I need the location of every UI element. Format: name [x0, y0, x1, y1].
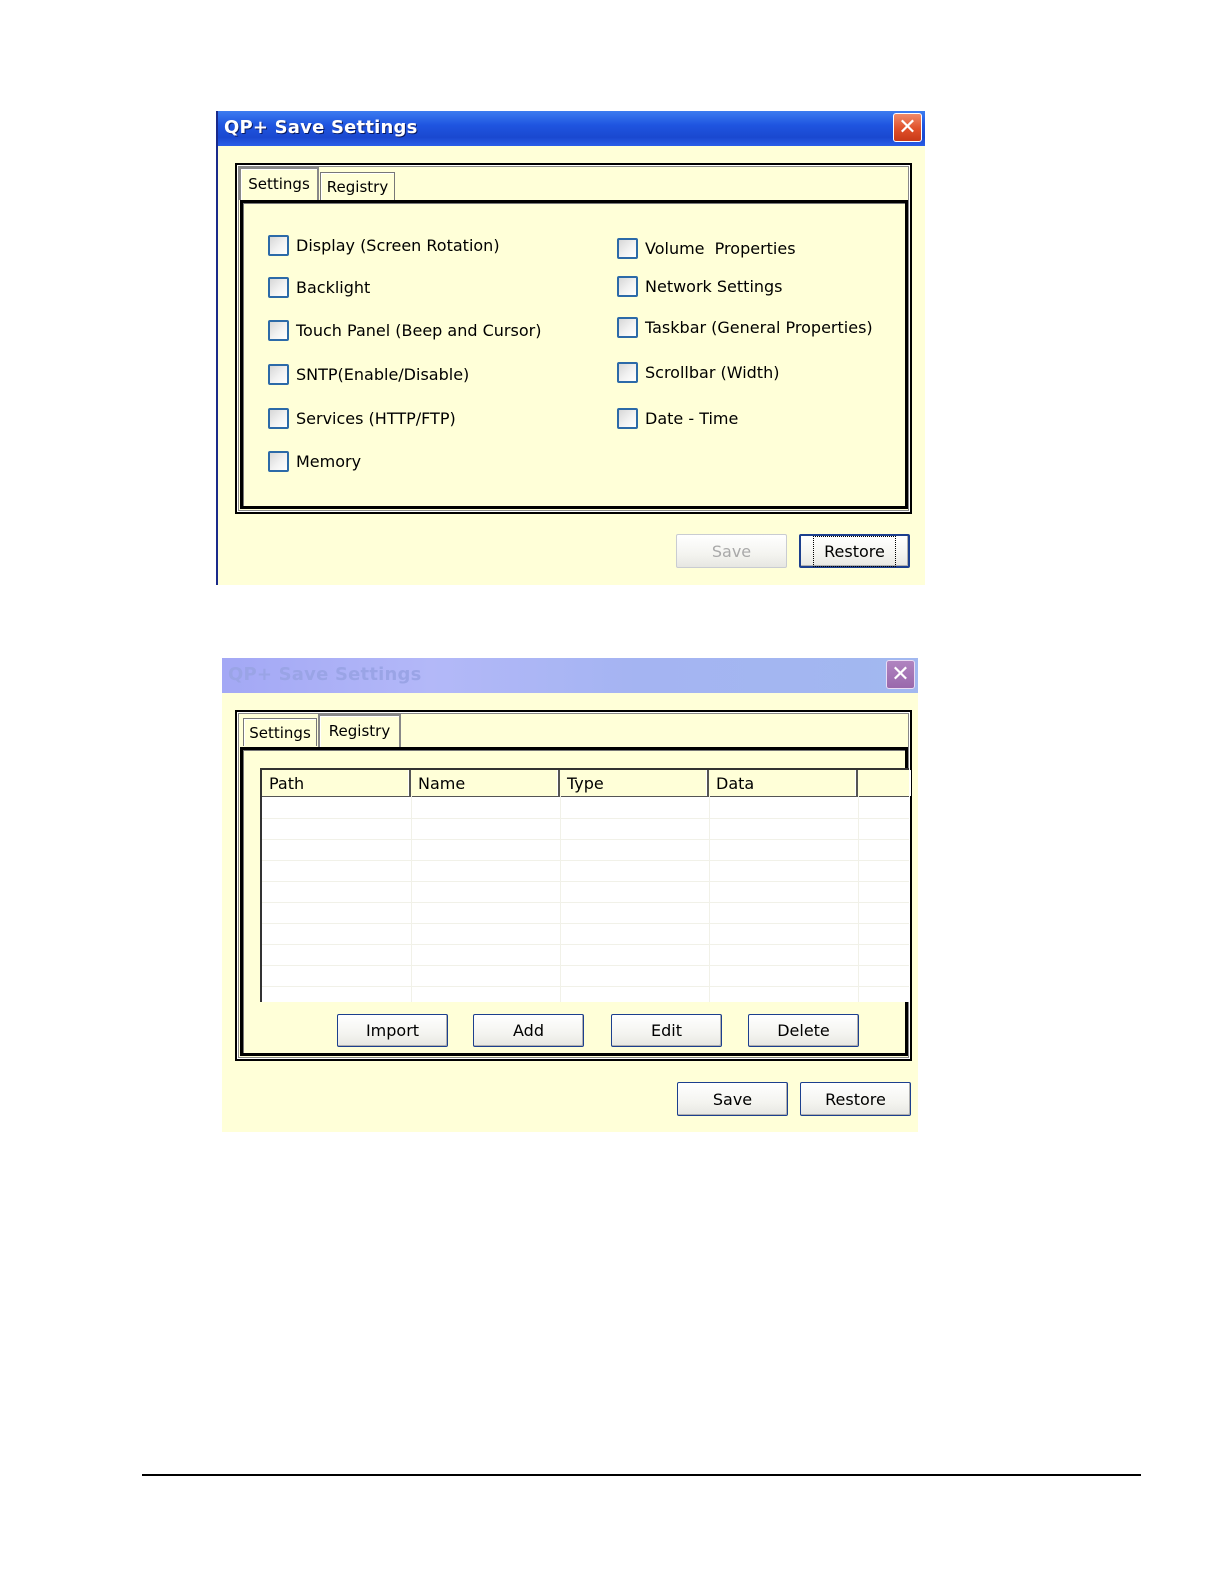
add-button[interactable] — [473, 1014, 584, 1047]
option-label: Volume Properties — [645, 238, 796, 258]
registry-panel-frame — [235, 710, 912, 1061]
option-label: Services (HTTP/FTP) — [296, 408, 456, 428]
delete-button-label: Delete — [777, 1021, 830, 1040]
grid-divider — [709, 796, 710, 1002]
window-title: QP+ Save Settings — [228, 664, 422, 685]
restore-button[interactable] — [800, 1082, 911, 1116]
grid-divider — [262, 986, 909, 987]
save-button[interactable] — [676, 534, 787, 568]
tab-settings[interactable]: Settings — [239, 167, 319, 200]
option-sntp[interactable] — [268, 361, 469, 387]
option-label: Scrollbar (Width) — [645, 362, 780, 382]
grid-divider — [262, 881, 909, 882]
title-bar[interactable] — [222, 658, 918, 693]
tab-registry[interactable]: Registry — [320, 172, 395, 200]
option-label: SNTP(Enable/Disable) — [296, 364, 470, 384]
option-label: Date - Time — [645, 408, 739, 428]
option-services[interactable] — [268, 405, 456, 431]
option-label: Taskbar (General Properties) — [645, 317, 873, 337]
column-header-name[interactable]: Name — [411, 770, 560, 796]
grid-divider — [262, 818, 909, 819]
grid-divider — [262, 923, 909, 924]
option-memory[interactable] — [268, 448, 361, 474]
tab-settings[interactable]: Settings — [243, 718, 317, 746]
option-date-time[interactable] — [617, 405, 738, 431]
restore-button-label: Restore — [825, 1089, 886, 1109]
option-label: Backlight — [296, 277, 371, 297]
date-time-checkbox[interactable] — [617, 408, 638, 429]
table-header — [262, 770, 909, 797]
sntp-checkbox[interactable] — [268, 364, 289, 385]
column-header-path[interactable]: Path — [262, 770, 411, 796]
import-button[interactable] — [337, 1014, 448, 1047]
edit-button[interactable] — [611, 1014, 722, 1047]
scrollbar-checkbox[interactable] — [617, 362, 638, 383]
registry-table[interactable] — [260, 768, 909, 1002]
window-title: QP+ Save Settings — [224, 117, 418, 138]
option-touch-panel[interactable] — [268, 317, 541, 343]
grid-divider — [411, 796, 412, 1002]
option-display-screen-rotation[interactable] — [268, 232, 500, 258]
title-bar[interactable] — [218, 111, 925, 146]
grid-divider — [262, 860, 909, 861]
volume-checkbox[interactable] — [617, 238, 638, 259]
option-label: Display (Screen Rotation) — [296, 235, 500, 255]
save-button-label: Save — [711, 541, 752, 561]
restore-button-label: Restore — [818, 541, 891, 562]
taskbar-checkbox[interactable] — [617, 317, 638, 338]
network-checkbox[interactable] — [617, 276, 638, 297]
column-header-data[interactable]: Data — [709, 770, 858, 796]
save-button[interactable] — [677, 1082, 788, 1116]
restore-button[interactable] — [799, 534, 910, 568]
option-scrollbar[interactable] — [617, 359, 779, 385]
settings-tab-content — [240, 200, 908, 509]
save-settings-window-registry-tab — [222, 658, 918, 1132]
services-checkbox[interactable] — [268, 408, 289, 429]
column-header-extra[interactable] — [858, 770, 911, 796]
option-label: Memory — [296, 451, 362, 471]
close-icon[interactable]: ✕ — [886, 660, 915, 689]
display-checkbox[interactable] — [268, 235, 289, 256]
add-button-label: Add — [513, 1021, 544, 1040]
tab-registry[interactable]: Registry — [318, 714, 401, 747]
delete-button[interactable] — [748, 1014, 859, 1047]
grid-divider — [262, 965, 909, 966]
close-icon[interactable]: ✕ — [893, 113, 922, 142]
option-network-settings[interactable] — [617, 273, 783, 299]
option-taskbar[interactable] — [617, 314, 873, 340]
edit-button-label: Edit — [651, 1021, 682, 1040]
grid-divider — [262, 839, 909, 840]
save-settings-window-settings-tab — [216, 111, 925, 585]
grid-divider — [262, 944, 909, 945]
option-label: Network Settings — [645, 276, 783, 296]
grid-divider — [262, 902, 909, 903]
page-footer-rule — [142, 1474, 1141, 1476]
option-label: Touch Panel (Beep and Cursor) — [296, 320, 542, 340]
registry-tab-content — [240, 747, 908, 1056]
save-button-label: Save — [712, 1089, 753, 1109]
import-button-label: Import — [365, 1021, 420, 1040]
column-header-type[interactable]: Type — [560, 770, 709, 796]
settings-panel-frame — [235, 163, 912, 514]
option-backlight[interactable] — [268, 274, 370, 300]
grid-divider — [560, 796, 561, 1002]
touch-panel-checkbox[interactable] — [268, 320, 289, 341]
option-volume-properties[interactable] — [617, 235, 796, 261]
grid-divider — [858, 796, 859, 1002]
memory-checkbox[interactable] — [268, 451, 289, 472]
backlight-checkbox[interactable] — [268, 277, 289, 298]
